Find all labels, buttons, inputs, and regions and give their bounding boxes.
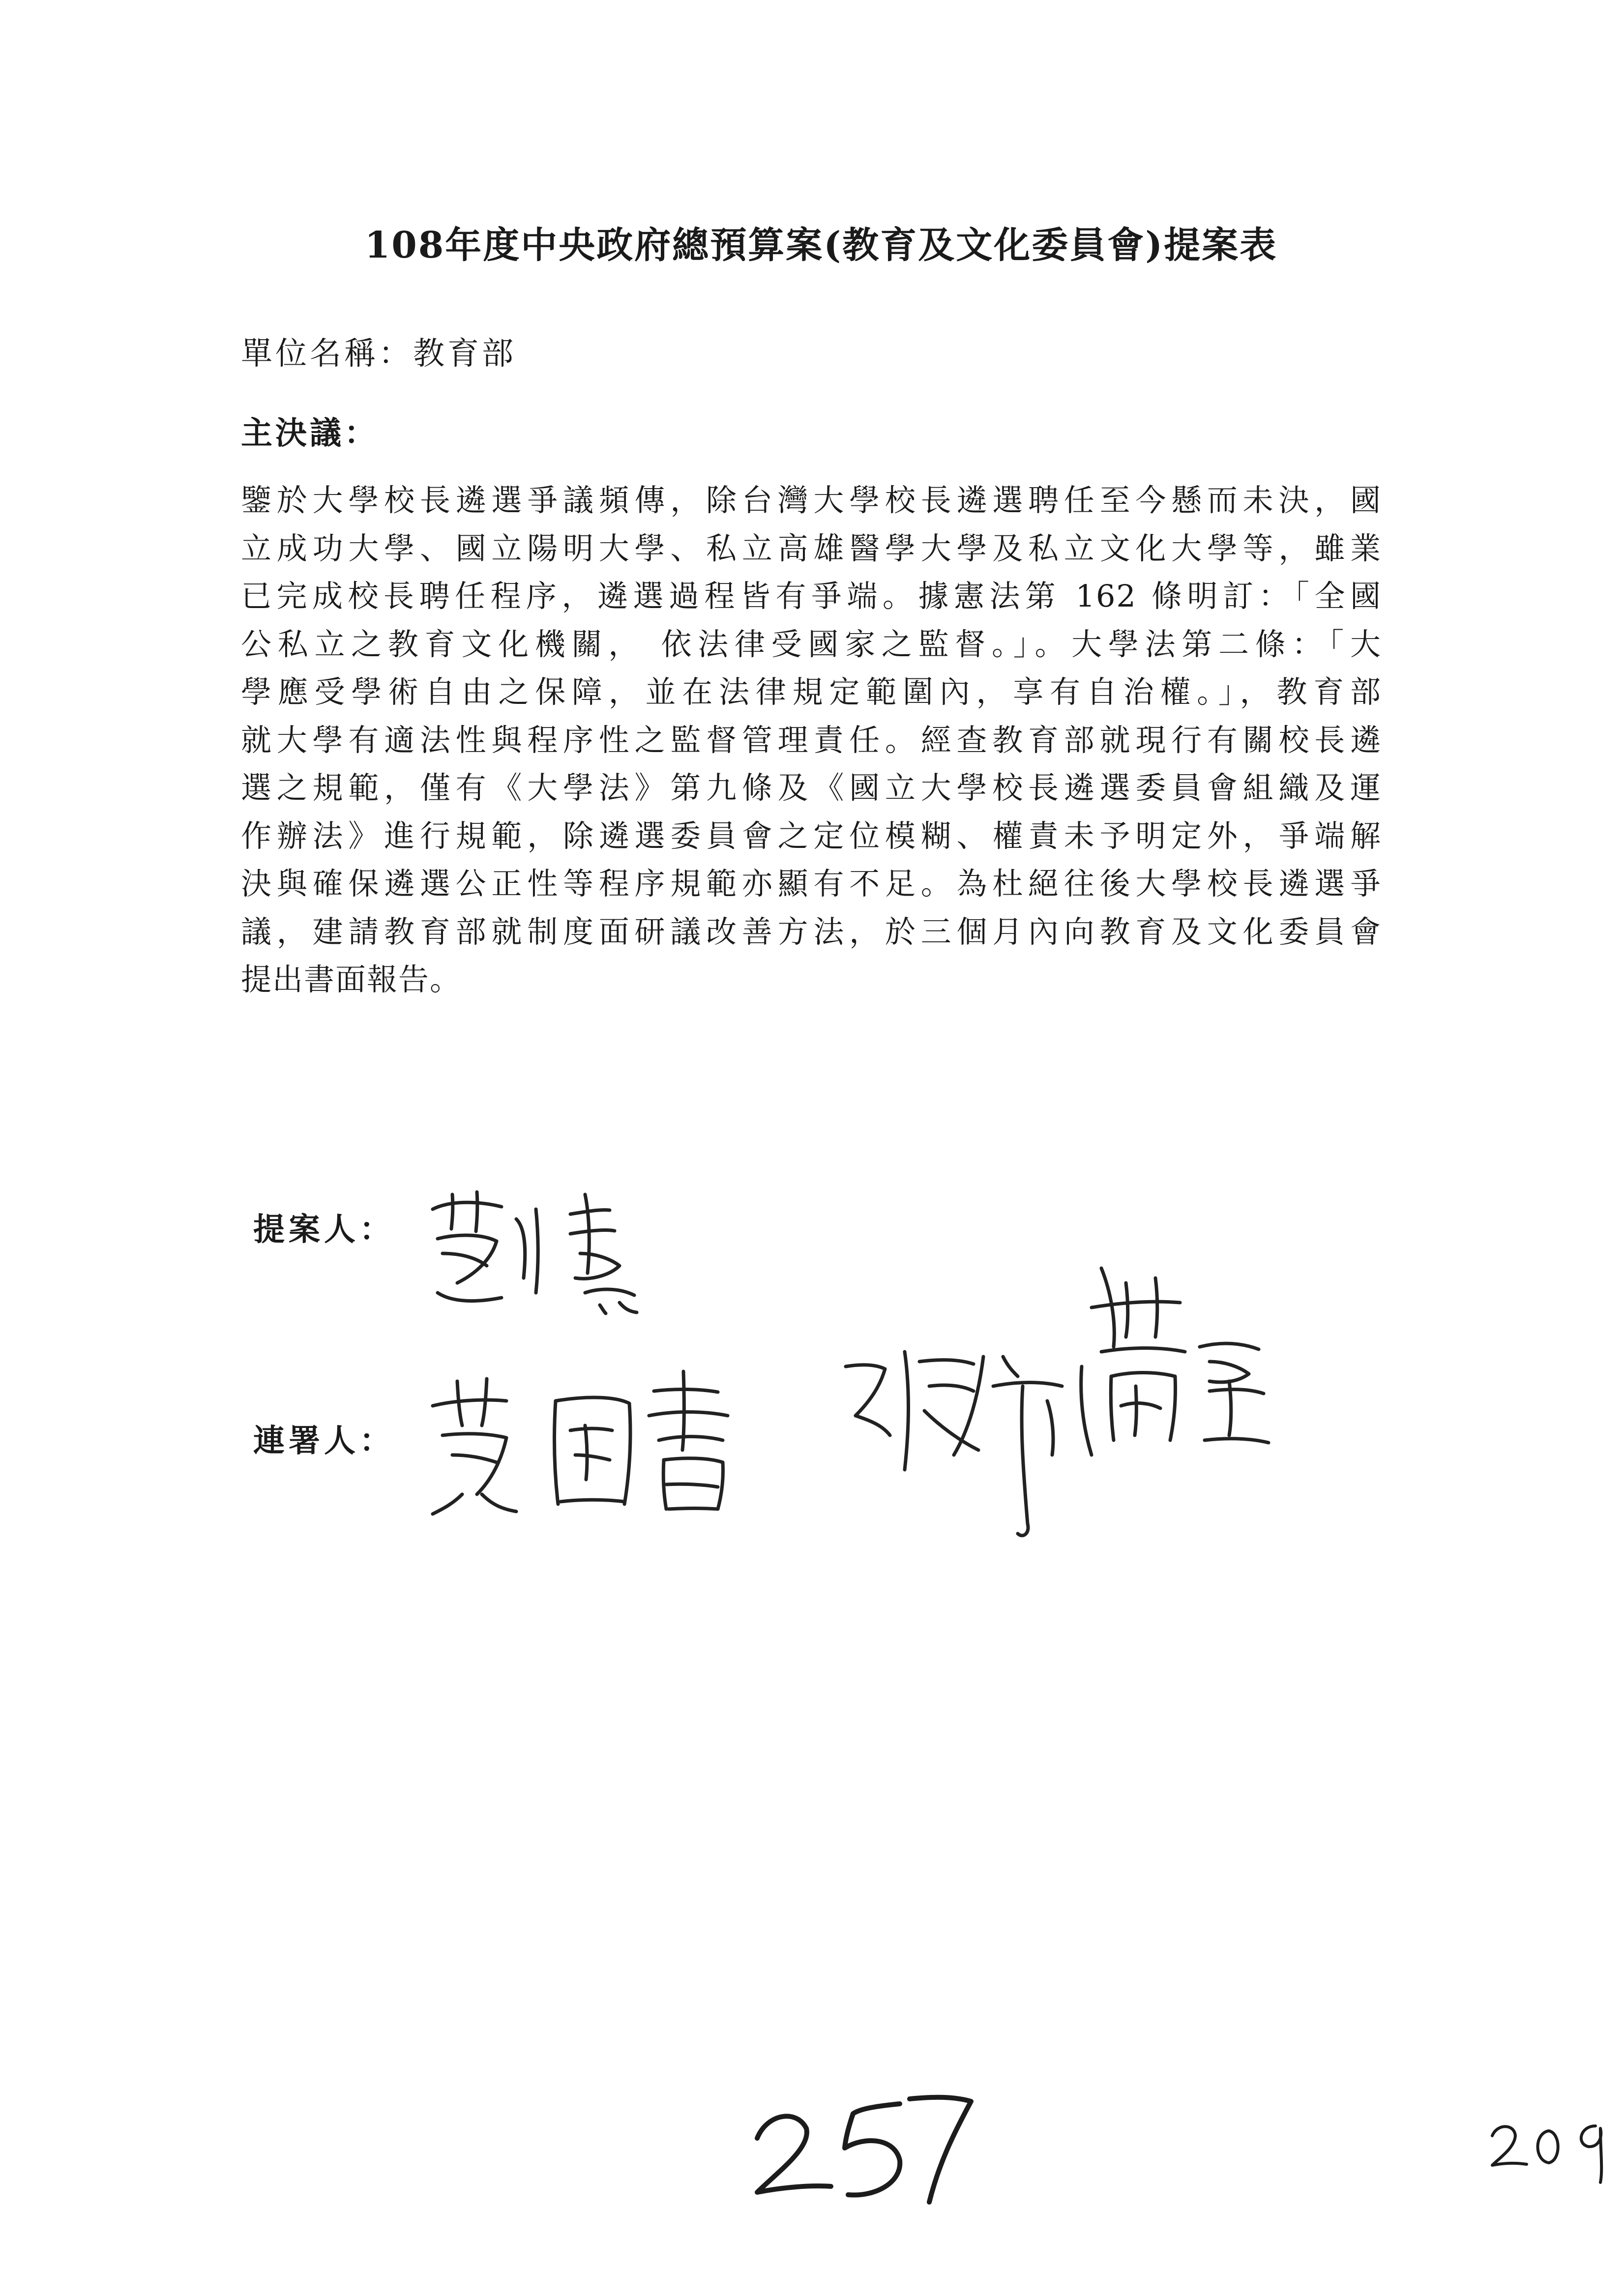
body-line-3: 已完成校長聘任程序，遴選過程皆有爭端。據憲法第 162 條明訂：「全國: [241, 578, 1382, 614]
proposer-label: 提案人：: [253, 1211, 395, 1248]
cosigner-signature-1: [423, 1362, 767, 1524]
body-line-11: 提出書面報告。: [241, 961, 462, 997]
cosigner-label: 連署人：: [253, 1423, 395, 1459]
body-line-9: 決與確保遴選公正性等程序規範亦顯有不足。為杜絕往後大學校長遴選爭: [241, 866, 1382, 901]
page-number-center-drawing: [747, 2079, 978, 2207]
document-title: 108年度中央政府總預算案(教育及文化委員會)提案表: [364, 224, 1278, 266]
body-line-7: 選之規範，僅有《大學法》第九條及《國立大學校長遴選委員會組織及運: [241, 770, 1382, 806]
cosigner-signature-2: [836, 1239, 1278, 1543]
body-line-1: 鑒於大學校長遴選爭議頻傳，除台灣大學校長遴選聘任至今懸而未決，國: [241, 482, 1382, 518]
resolution-heading: 主決議：: [241, 415, 379, 452]
page-number-corner-drawing: [1485, 2087, 1613, 2185]
body-line-4: 公私立之教育文化機關， 依法律受國家之監督。」。大學法第二條：「大: [241, 626, 1382, 662]
cosigner-signature-2-drawing: [836, 1239, 1278, 1543]
page-number-center: [747, 2079, 978, 2207]
body-line-6: 就大學有適法性與程序性之監督管理責任。經查教育部就現行有關校長遴: [241, 722, 1382, 758]
proposer-signature-drawing: [423, 1180, 679, 1327]
body-line-8: 作辦法》進行規範，除遴選委員會之定位模糊、權責未予明定外，爭端解: [241, 817, 1382, 854]
unit-name-line: 單位名稱：教育部: [241, 336, 516, 372]
page-number-center-text: [978, 2079, 979, 2080]
resolution-body: [241, 479, 1382, 1007]
cosigner-signature-1-drawing: [423, 1362, 767, 1524]
body-line-5: 學應受學術自由之保障，並在法律規定範圍內，享有自治權。」，教育部: [241, 674, 1382, 710]
page-number-corner: [1485, 2087, 1613, 2185]
proposer-signature: [423, 1180, 679, 1327]
body-line-10: 議，建請教育部就制度面研議改善方法，於三個月內向教育及文化委員會: [241, 913, 1382, 950]
body-line-2: 立成功大學、國立陽明大學、私立高雄醫學大學及私立文化大學等，雖業: [241, 530, 1382, 566]
